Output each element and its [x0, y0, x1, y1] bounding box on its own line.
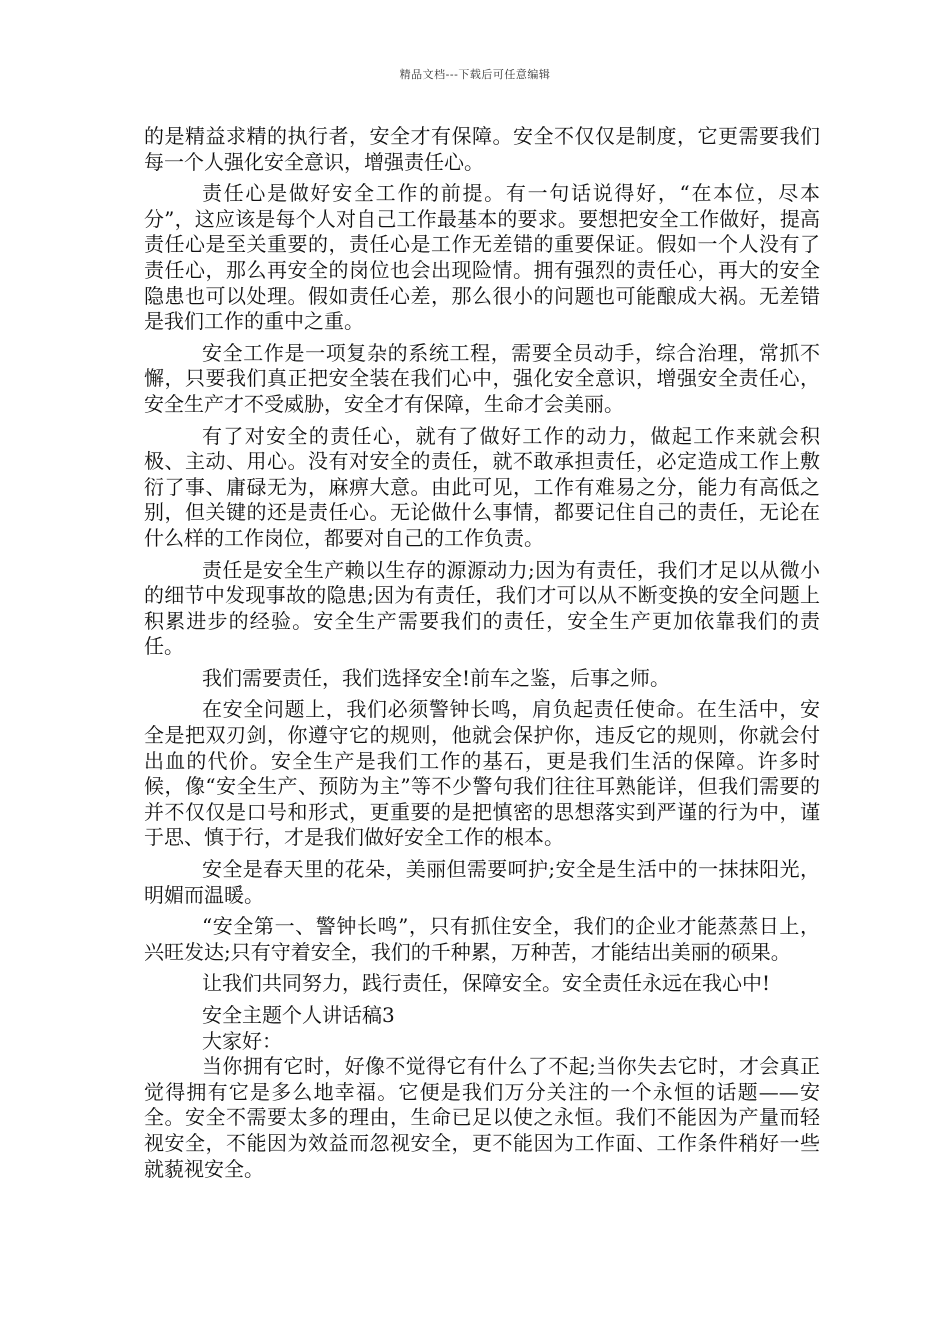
paragraph: 安全是春天里的花朵，美丽但需要呵护;安全是生活中的一抹抹阳光，明媚而温暖。: [144, 857, 820, 907]
paragraph: 责任是安全生产赖以生存的源源动力;因为有责任，我们才足以从微小的细节中发现事故的隐患;因为有责任，我们才可以从不断变换的安全问题上积累进步的经验。安全生产需要我们的责任，安全生产更加依靠我们的责任。: [144, 557, 820, 659]
paragraph: 让我们共同努力，践行责任，保障安全。安全责任永远在我心中!: [202, 971, 771, 996]
greeting: 大家好：: [202, 1028, 282, 1053]
paragraph: 的是精益求精的执行者，安全才有保障。安全不仅仅是制度，它更需要我们每一个人强化安全意识，增强责任心。: [144, 124, 820, 174]
page-header: 精品文档---下载后可任意编辑: [399, 68, 551, 81]
section-heading: 安全主题个人讲话稿3: [202, 1003, 395, 1027]
paragraph: “安全第一、警钟长鸣”，只有抓住安全，我们的企业才能蒸蒸日上，兴旺发达;只有守着安全，我们的千种累，万种苦，才能结出美丽的硕果。: [144, 914, 820, 964]
paragraph: 当你拥有它时，好像不觉得它有什么了不起;当你失去它时，才会真正觉得拥有它是多么地幸福。它便是我们万分关注的一个永恒的话题——安全。安全不需要太多的理由，生命已足以使之永恒。我们不能因为产量而轻视安全，不能因为效益而忽视安全，更不能因为工作面、工作条件稍好一些就藐视安全。: [144, 1054, 820, 1181]
document-body: [144, 124, 820, 1188]
paragraph: 我们需要责任，我们选择安全!前车之鉴，后事之师。: [202, 665, 671, 690]
paragraph: 安全工作是一项复杂的系统工程，需要全员动手，综合治理，常抓不懈，只要我们真正把安全装在我们心中，强化安全意识，增强安全责任心，安全生产才不受威胁，安全才有保障，生命才会美丽。: [144, 340, 820, 416]
paragraph: 在安全问题上，我们必须警钟长鸣，肩负起责任使命。在生活中，安全是把双刃剑，你遵守它的规则，他就会保护你，违反它的规则，你就会付出血的代价。安全生产是我们工作的基石，更是我们生活的保障。许多时候，像“安全生产、预防为主”等不少警句我们往往耳熟能详，但我们需要的并不仅仅是口号和形式，更重要的是把慎密的思想落实到严谨的行为中，谨于思、慎于行，才是我们做好安全工作的根本。: [144, 697, 820, 850]
paragraph: 有了对安全的责任心，就有了做好工作的动力，做起工作来就会积极、主动、用心。没有对安全的责任，就不敢承担责任，必定造成工作上敷衍了事、庸碌无为，麻痹大意。由此可见，工作有难易之分，能力有高低之别，但关键的还是责任心。无论做什么事情，都要记住自己的责任，无论在什么样的工作岗位，都要对自己的工作负责。: [144, 423, 820, 550]
paragraph: 责任心是做好安全工作的前提。有一句话说得好，“在本位，尽本分”，这应该是每个人对自己工作最基本的要求。要想把安全工作做好，提高责任心是至关重要的，责任心是工作无差错的重要保证。假如一个人没有了责任心，那么再安全的岗位也会出现险情。拥有强烈的责任心，再大的安全隐患也可以处理。假如责任心差，那么很小的问题也可能酿成大祸。无差错是我们工作的重中之重。: [144, 181, 820, 334]
